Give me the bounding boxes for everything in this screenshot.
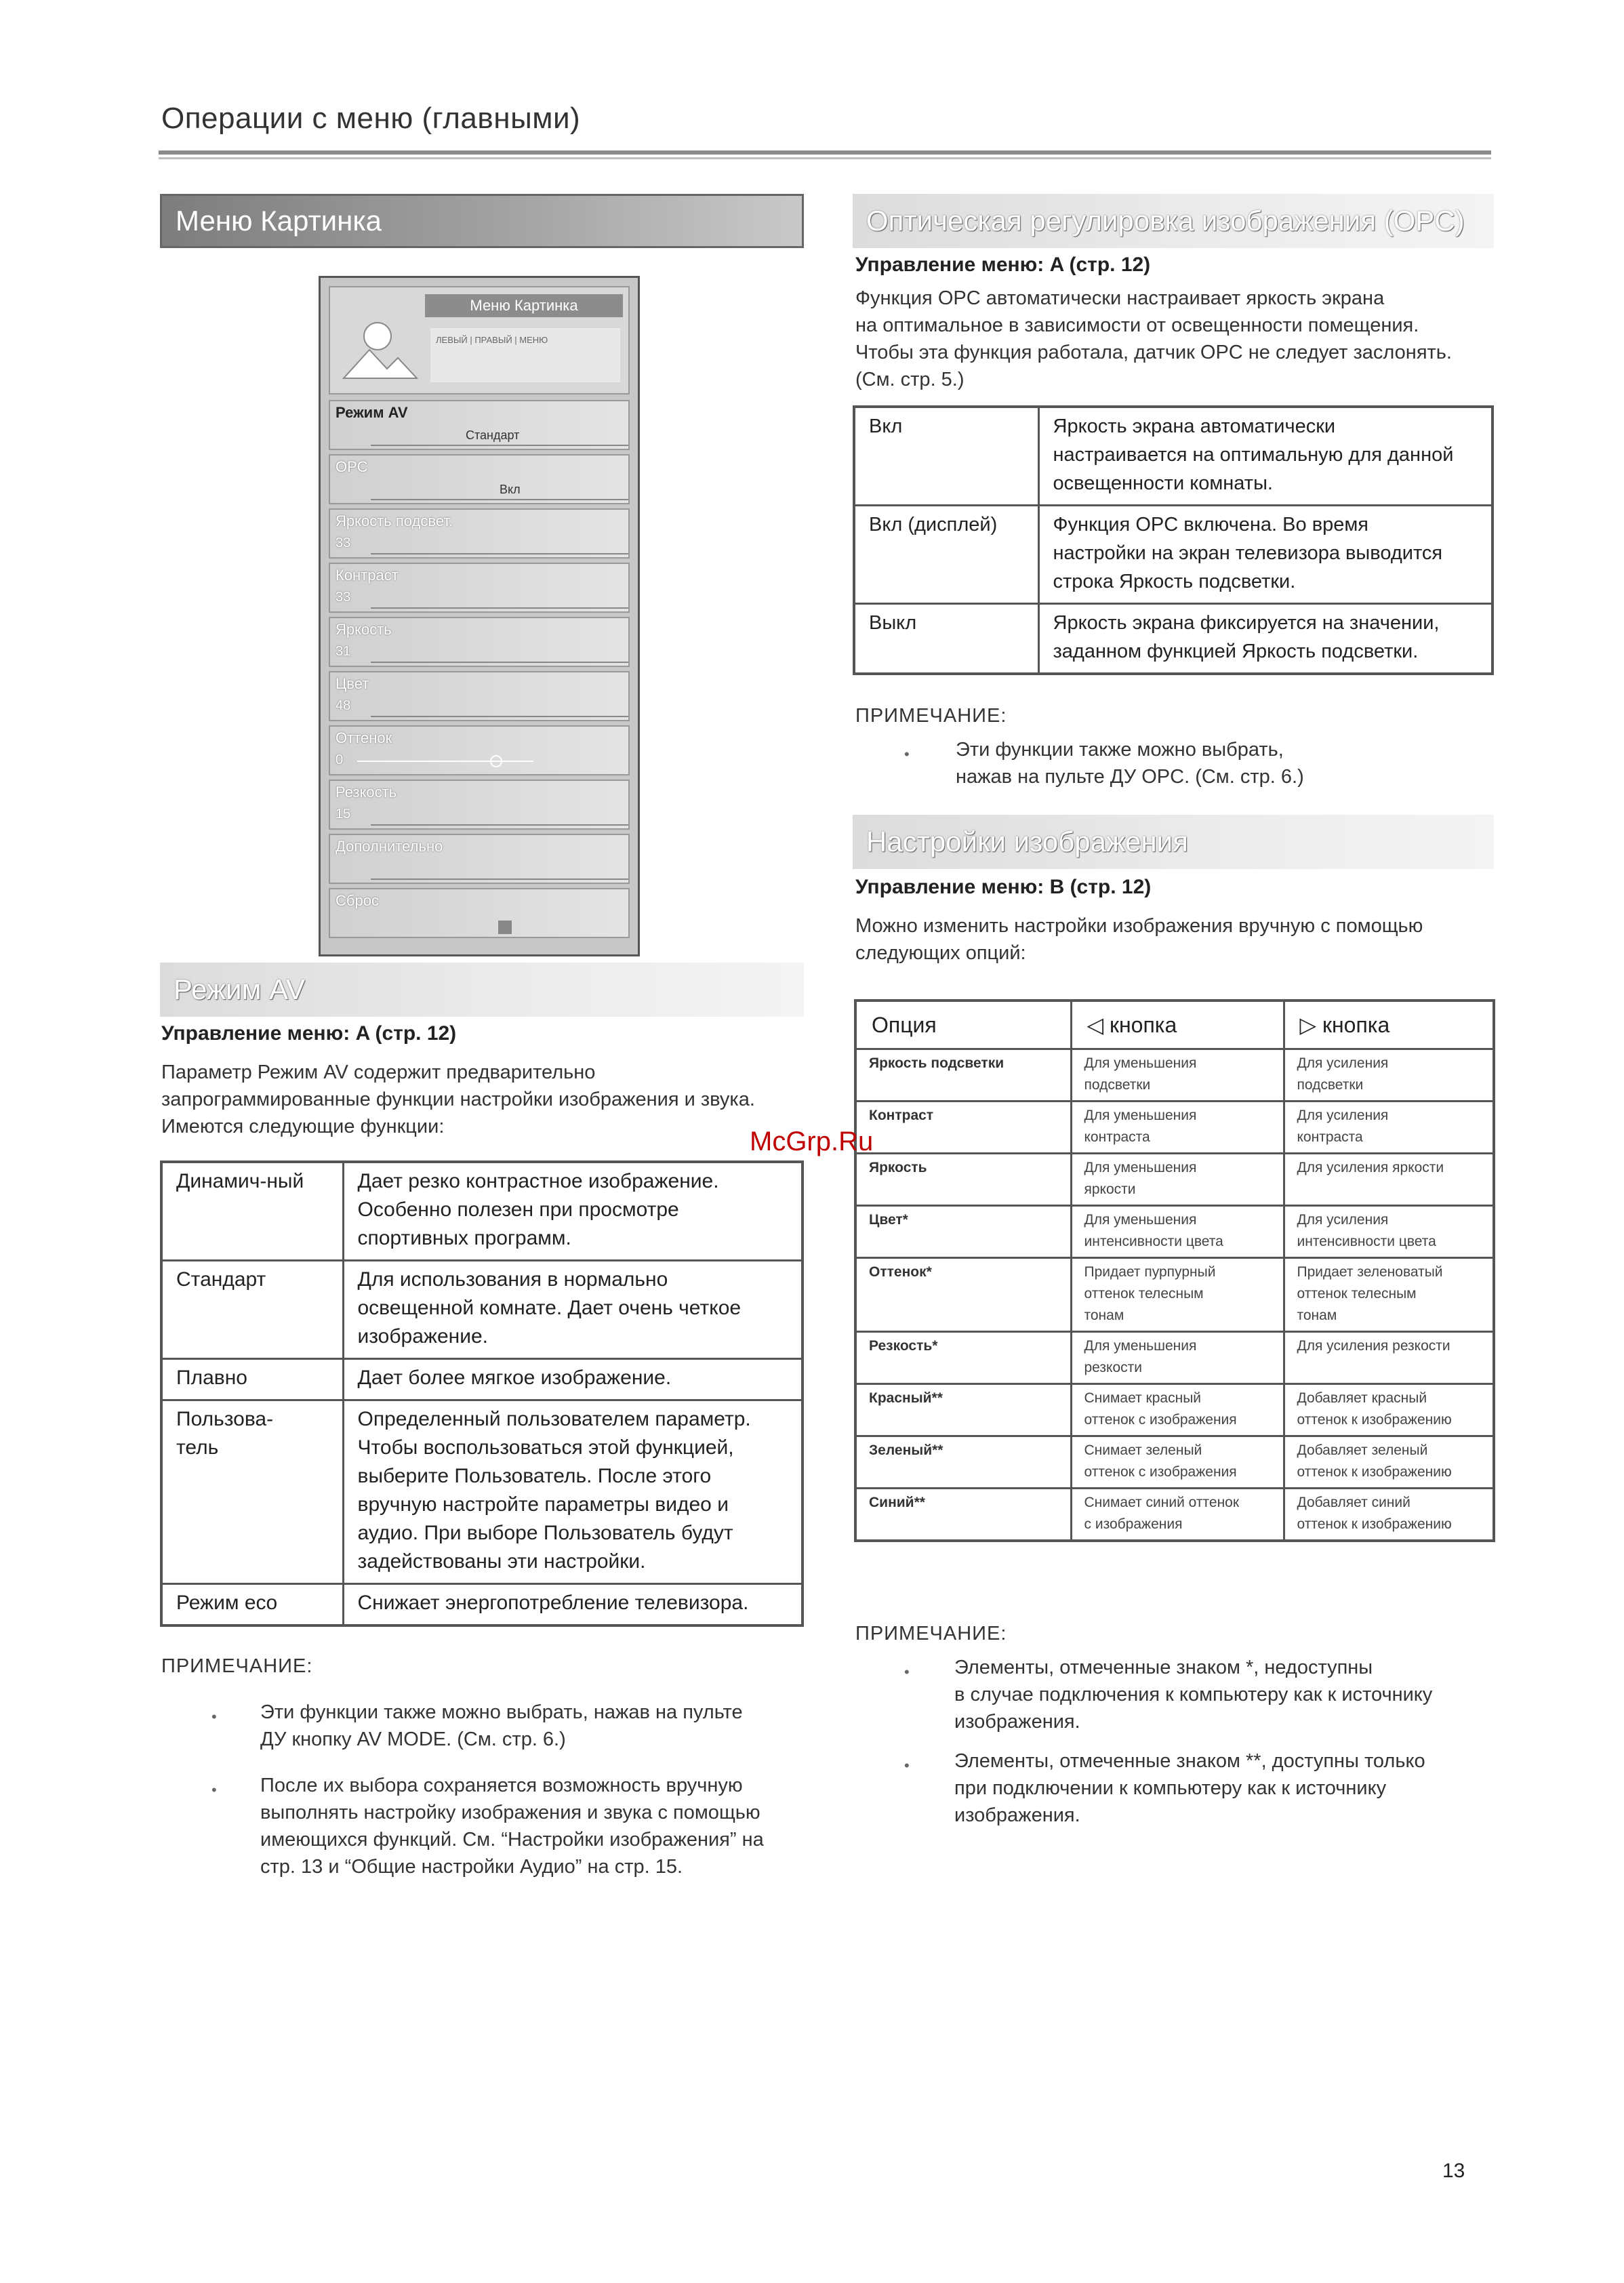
left-button-effect <box>1071 1436 1284 1489</box>
menu-item-label: Сброс <box>336 892 379 909</box>
cell-line: оттенок с изображения <box>1084 1412 1237 1428</box>
cell-line: Снимает красный <box>1084 1390 1202 1406</box>
menu-item-label: Цвет <box>336 675 369 692</box>
name-line: Пользова- <box>176 1408 274 1430</box>
intro-line: следующих опций: <box>855 942 1026 964</box>
cell-line: Для уменьшения <box>1084 1160 1197 1175</box>
desc-line: строка Яркость подсветки. <box>1053 571 1296 592</box>
av-mode-desc <box>343 1584 803 1626</box>
tv-menu-screenshot <box>319 276 640 956</box>
cell-line: Для уменьшения <box>1084 1108 1197 1123</box>
column-header: ▷ кнопка <box>1284 1001 1494 1049</box>
bullet-icon: • <box>211 1781 217 1798</box>
section-av-mode-title <box>160 963 804 1017</box>
cell-line: интенсивности цвета <box>1084 1234 1223 1249</box>
opc-note-1 <box>956 736 1471 790</box>
table-row <box>161 1584 803 1626</box>
desc-line: Снижает энергопотребление телевизора. <box>357 1592 749 1614</box>
table-row <box>855 1102 1494 1154</box>
note-line: при подключении к компьютеру как к источнику <box>954 1777 1387 1799</box>
header-rule <box>159 150 1491 155</box>
av-note-2 <box>260 1772 816 1880</box>
left-button-effect <box>1071 1489 1284 1541</box>
table-row <box>855 1489 1494 1541</box>
opc-option-desc <box>1038 506 1493 604</box>
cell-line: оттенок телесным <box>1297 1286 1417 1301</box>
cell-line: Добавляет зеленый <box>1297 1442 1428 1458</box>
table-row <box>854 506 1493 604</box>
table-row <box>855 1049 1494 1102</box>
right-button-effect <box>1284 1206 1494 1258</box>
menu-item-bar <box>371 824 628 826</box>
menu-item-bar <box>371 878 628 880</box>
section-picture-settings-title <box>853 815 1494 869</box>
cell-line: резкости <box>1084 1360 1142 1375</box>
desc-line: Особенно полезен при просмотре <box>357 1198 679 1221</box>
menu-item-label: Оттенок <box>336 729 392 746</box>
table-row <box>854 604 1493 674</box>
column-header: Опция <box>855 1001 1071 1049</box>
table-row <box>855 1258 1494 1332</box>
menu-item-value: 33 <box>336 590 351 605</box>
cell-line: яркости <box>1084 1181 1136 1197</box>
picture-settings-table <box>854 999 1495 1542</box>
desc-line: освещенности комнаты. <box>1053 472 1273 494</box>
section-title-text: Режим AV <box>174 973 306 1005</box>
menu-header <box>329 286 630 395</box>
option-name: Зеленый** <box>855 1436 1071 1489</box>
tint-slider-knob[interactable] <box>490 755 502 767</box>
cell-line: оттенок к изображению <box>1297 1412 1452 1428</box>
menu-item-reset[interactable] <box>329 888 630 938</box>
option-name: Яркость подсветки <box>855 1049 1071 1102</box>
desc-line: Функция OPC включена. Во время <box>1053 514 1369 536</box>
menu-screen-title: Меню Картинка <box>425 294 623 317</box>
av-note-1 <box>260 1699 816 1753</box>
desc-line: настройки на экран телевизора выводится <box>1053 542 1443 564</box>
menu-item-label: Дополнительно <box>336 838 443 855</box>
intro-line: Чтобы эта функция работала, датчик OPC не следует заслонять. <box>855 342 1452 363</box>
av-note-title: ПРИМЕЧАНИЕ: <box>161 1655 313 1677</box>
av-mode-name: Стандарт <box>161 1261 343 1359</box>
right-button-effect <box>1284 1489 1494 1541</box>
opc-option-name: Вкл (дисплей) <box>854 506 1038 604</box>
cell-line: Для уменьшения <box>1084 1338 1197 1354</box>
table-row <box>855 1332 1494 1384</box>
desc-line: Определенный пользователем параметр. <box>357 1408 751 1430</box>
cell-line: Для усиления яркости <box>1297 1160 1444 1175</box>
right-button-effect <box>1284 1258 1494 1332</box>
cell-line: Для усиления <box>1297 1055 1389 1071</box>
section-opc-title <box>853 194 1494 248</box>
intro-line: Параметр Режим AV содержит предварительно <box>161 1062 596 1083</box>
av-mode-control-ref: Управление меню: A (стр. 12) <box>161 1022 457 1045</box>
av-mode-desc <box>343 1400 803 1584</box>
av-mode-desc <box>343 1359 803 1400</box>
menu-item-contrast[interactable] <box>329 563 630 613</box>
desc-line: выберите Пользователь. После этого <box>357 1465 712 1487</box>
menu-item-bar <box>371 499 628 500</box>
desc-line: Дает более мягкое изображение. <box>357 1367 672 1389</box>
left-button-effect <box>1071 1049 1284 1102</box>
picture-icon <box>340 316 420 384</box>
right-button-effect <box>1284 1049 1494 1102</box>
option-name: Оттенок* <box>855 1258 1071 1332</box>
desc-line: Для использования в нормально <box>357 1268 668 1291</box>
cell-line: Для усиления резкости <box>1297 1338 1450 1354</box>
section-title-text: Оптическая регулировка изображения (OPC) <box>866 205 1465 237</box>
cell-line: Добавляет синий <box>1297 1495 1410 1510</box>
left-button-effect <box>1071 1332 1284 1384</box>
desc-line: вручную настройте параметры видео и <box>357 1493 729 1516</box>
left-button-effect <box>1071 1384 1284 1436</box>
av-mode-name: Плавно <box>161 1359 343 1400</box>
menu-item-value: 0 <box>336 752 344 767</box>
cell-line: Снимает синий оттенок <box>1084 1495 1240 1510</box>
intro-line: (См. стр. 5.) <box>855 369 965 390</box>
cell-line: оттенок к изображению <box>1297 1464 1452 1480</box>
menu-item-color[interactable] <box>329 671 630 721</box>
page-number: 13 <box>1442 2160 1465 2182</box>
menu-item-label: OPC <box>336 458 368 475</box>
cell-line: Добавляет красный <box>1297 1390 1427 1406</box>
page-title: Операции с меню (главными) <box>161 102 581 135</box>
left-button-effect <box>1071 1154 1284 1206</box>
cell-line: Для уменьшения <box>1084 1212 1197 1228</box>
picture-settings-note-title: ПРИМЕЧАНИЕ: <box>855 1623 1007 1644</box>
cell-line: Для уменьшения <box>1084 1055 1197 1071</box>
opc-intro <box>855 285 1499 393</box>
desc-line: аудио. При выборе Пользователь будут <box>357 1522 733 1544</box>
table-header-row <box>855 1001 1494 1049</box>
intro-line: Функция OPC автоматически настраивает яркость экрана <box>855 287 1385 309</box>
intro-line: Можно изменить настройки изображения вручную с помощью <box>855 915 1423 937</box>
desc-line: Яркость экрана автоматически <box>1053 416 1336 437</box>
note-line: Эти функции также можно выбрать, <box>956 739 1284 761</box>
header-rule-thin <box>159 157 1491 159</box>
bullet-icon: • <box>904 1663 910 1680</box>
section-title-text: Настройки изображения <box>866 826 1188 857</box>
note-line: выполнять настройку изображения и звука с помощью <box>260 1802 760 1823</box>
bullet-icon: • <box>904 1757 910 1774</box>
menu-item-value: 31 <box>336 644 351 659</box>
option-name: Синий** <box>855 1489 1071 1541</box>
right-button-effect <box>1284 1332 1494 1384</box>
opc-control-ref: Управление меню: A (стр. 12) <box>855 254 1151 276</box>
cell-line: Придает зеленоватый <box>1297 1264 1443 1280</box>
av-mode-desc <box>343 1261 803 1359</box>
picture-settings-control-ref: Управление меню: B (стр. 12) <box>855 876 1152 898</box>
opc-option-desc <box>1038 604 1493 674</box>
av-mode-name <box>161 1400 343 1584</box>
menu-item-backlight[interactable] <box>329 508 630 559</box>
menu-item-tint[interactable] <box>329 725 630 775</box>
menu-item-bar <box>371 716 628 717</box>
cell-line: Придает пурпурный <box>1084 1264 1216 1280</box>
av-mode-desc <box>343 1162 803 1261</box>
table-row <box>855 1384 1494 1436</box>
note-line: изображения. <box>954 1804 1080 1826</box>
menu-item-advanced[interactable] <box>329 834 630 884</box>
note-line: имеющихся функций. См. “Настройки изображения” на <box>260 1829 764 1851</box>
menu-item-opc[interactable] <box>329 454 630 504</box>
av-mode-name: Режим eco <box>161 1584 343 1626</box>
desc-line: Дает резко контрастное изображение. <box>357 1170 719 1192</box>
option-name: Контраст <box>855 1102 1071 1154</box>
picture-settings-note-1 <box>954 1654 1483 1735</box>
reset-indicator <box>498 921 512 934</box>
right-button-effect <box>1284 1102 1494 1154</box>
note-line: Элементы, отмеченные знаком **, доступны только <box>954 1750 1425 1772</box>
menu-item-label: Яркость подсвет. <box>336 512 453 529</box>
menu-item-value: 48 <box>336 698 351 713</box>
desc-line: изображение. <box>357 1325 489 1348</box>
intro-line: запрограммированные функции настройки изображения и звука. <box>161 1089 755 1110</box>
cell-line: Снимает зеленый <box>1084 1442 1202 1458</box>
menu-item-brightness[interactable] <box>329 617 630 667</box>
name-line: тель <box>176 1436 219 1459</box>
note-line: стр. 13 и “Общие настройки Аудио” на стр. 15. <box>260 1856 683 1878</box>
option-name: Красный** <box>855 1384 1071 1436</box>
cell-line: Для усиления <box>1297 1108 1389 1123</box>
desc-line: настраивается на оптимальную для данной <box>1053 444 1454 466</box>
menu-item-sharpness[interactable] <box>329 780 630 830</box>
cell-line: интенсивности цвета <box>1297 1234 1436 1249</box>
note-line: После их выбора сохраняется возможность вручную <box>260 1775 743 1796</box>
opc-option-desc <box>1038 407 1493 506</box>
right-button-effect <box>1284 1436 1494 1489</box>
menu-item-value: 15 <box>336 807 351 822</box>
av-mode-name: Динамич-ный <box>161 1162 343 1261</box>
opc-note-title: ПРИМЕЧАНИЕ: <box>855 705 1007 727</box>
cell-line: контраста <box>1084 1129 1150 1145</box>
menu-item-label: Контраст <box>336 567 399 584</box>
table-row <box>854 407 1493 506</box>
desc-line: спортивных программ. <box>357 1227 571 1249</box>
menu-item-bar <box>371 445 628 446</box>
bullet-icon: • <box>904 746 910 763</box>
desc-line: Чтобы воспользоваться этой функцией, <box>357 1436 734 1459</box>
cell-line: оттенок с изображения <box>1084 1464 1237 1480</box>
watermark-text: McGrp.Ru <box>750 1127 874 1156</box>
table-row <box>161 1400 803 1584</box>
opc-option-name: Выкл <box>854 604 1038 674</box>
picture-settings-note-2 <box>954 1747 1483 1829</box>
cell-line: контраста <box>1297 1129 1363 1145</box>
menu-item-label: Яркость <box>336 621 392 638</box>
desc-line: освещенной комнате. Дает очень четкое <box>357 1297 742 1319</box>
right-button-effect <box>1284 1154 1494 1206</box>
table-row <box>161 1261 803 1359</box>
cell-line: подсветки <box>1084 1077 1151 1093</box>
right-button-effect <box>1284 1384 1494 1436</box>
picture-settings-intro <box>855 912 1499 967</box>
option-name: Яркость <box>855 1154 1071 1206</box>
option-name: Цвет* <box>855 1206 1071 1258</box>
opc-table <box>853 405 1494 675</box>
cell-line: тонам <box>1084 1308 1124 1323</box>
note-line: нажав на пульте ДУ OPC. (См. стр. 6.) <box>956 766 1304 788</box>
table-row <box>855 1206 1494 1258</box>
cell-line: оттенок к изображению <box>1297 1516 1452 1532</box>
table-row <box>855 1436 1494 1489</box>
section-title-text: Меню Картинка <box>176 205 382 237</box>
menu-item-av-mode[interactable] <box>329 400 630 450</box>
table-row <box>161 1359 803 1400</box>
bullet-icon: • <box>211 1708 217 1725</box>
note-line: ДУ кнопку AV MODE. (См. стр. 6.) <box>260 1729 566 1750</box>
intro-line: на оптимальное в зависимости от освещенности помещения. <box>855 315 1419 336</box>
left-button-effect <box>1071 1258 1284 1332</box>
note-line: Элементы, отмеченные знаком *, недоступны <box>954 1657 1373 1678</box>
cell-line: подсветки <box>1297 1077 1364 1093</box>
desc-line: Яркость экрана фиксируется на значении, <box>1053 612 1440 634</box>
note-line: Эти функции также можно выбрать, нажав на пульте <box>260 1701 743 1723</box>
cell-line: Для усиления <box>1297 1212 1389 1228</box>
desc-line: заданном функцией Яркость подсветки. <box>1053 641 1419 662</box>
table-row <box>161 1162 803 1261</box>
menu-item-value: 33 <box>336 536 351 550</box>
menu-nav-hint: ЛЕВЫЙ | ПРАВЫЙ | МЕНЮ <box>430 328 620 382</box>
menu-item-bar <box>371 662 628 663</box>
tint-slider-track <box>357 761 533 762</box>
menu-item-bar <box>371 607 628 609</box>
opc-option-name: Вкл <box>854 407 1038 506</box>
table-row <box>855 1154 1494 1206</box>
menu-item-value: Стандарт <box>466 428 520 442</box>
menu-item-value: Вкл <box>500 483 521 496</box>
section-picture-menu-title <box>160 194 804 248</box>
cell-line: оттенок телесным <box>1084 1286 1204 1301</box>
option-name: Резкость* <box>855 1332 1071 1384</box>
left-button-effect <box>1071 1102 1284 1154</box>
cell-line: тонам <box>1297 1308 1337 1323</box>
intro-line: Имеются следующие функции: <box>161 1116 445 1137</box>
desc-line: задействованы эти настройки. <box>357 1550 646 1573</box>
av-mode-table <box>160 1160 804 1627</box>
cell-line: с изображения <box>1084 1516 1183 1532</box>
menu-item-label: Резкость <box>336 784 397 801</box>
menu-item-bar <box>371 553 628 554</box>
left-button-effect <box>1071 1206 1284 1258</box>
av-mode-intro <box>161 1059 812 1140</box>
menu-item-label: Режим AV <box>336 404 408 421</box>
note-line: изображения. <box>954 1711 1080 1733</box>
column-header: ◁ кнопка <box>1071 1001 1284 1049</box>
note-line: в случае подключения к компьютеру как к источнику <box>954 1684 1433 1705</box>
